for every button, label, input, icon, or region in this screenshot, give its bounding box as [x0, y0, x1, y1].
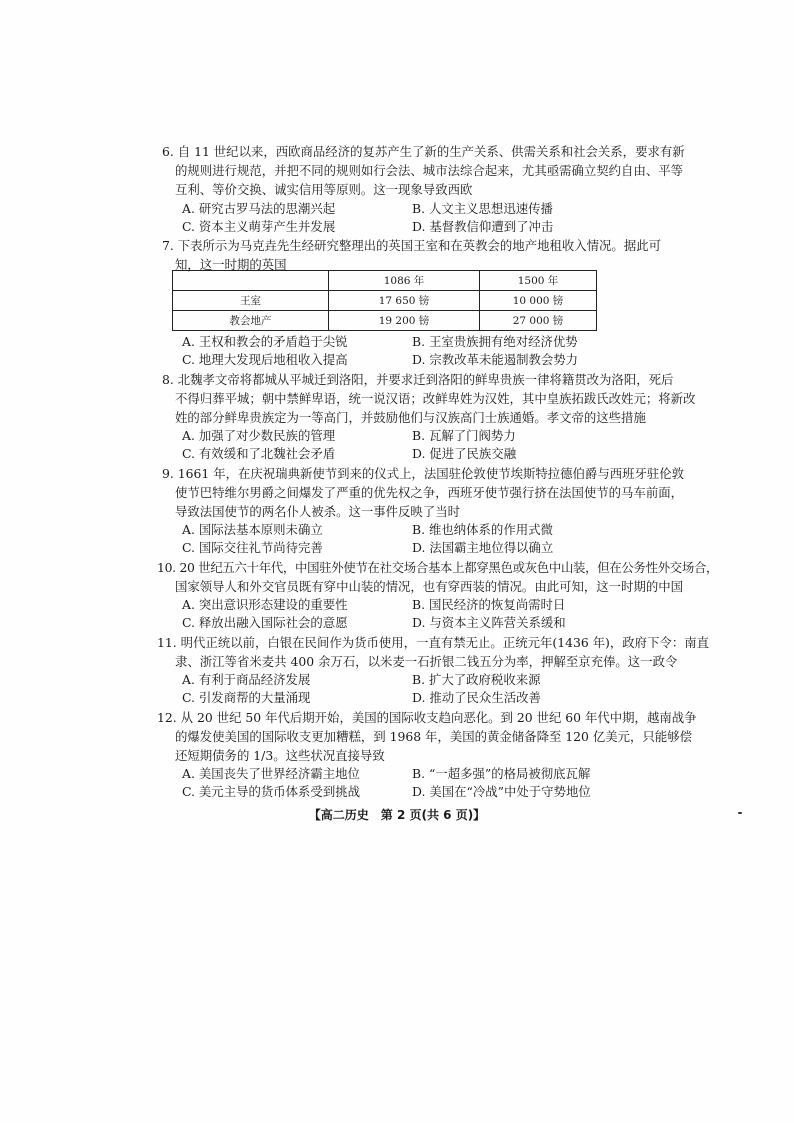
question-12-line-3: 还短期债务的 1/3。这些状况直接导致	[175, 748, 385, 763]
question-6-option-c[interactable]: C. 资本主义萌芽产生并发展	[182, 219, 336, 234]
question-12-option-c[interactable]: C. 美元主导的货币体系受到挑战	[182, 784, 360, 799]
question-6-option-b[interactable]: B. 人文主义思想迅速传播	[412, 201, 553, 216]
table-header-cell: 1086 年	[329, 271, 480, 291]
question-10-option-a[interactable]: A. 突出意识形态建设的重要性	[182, 597, 348, 612]
question-10-option-b[interactable]: B. 国民经济的恢复尚需时日	[412, 597, 566, 612]
question-11-option-d[interactable]: D. 推动了民众生活改善	[412, 690, 541, 705]
question-8-line-3: 姓的部分鲜卑贵族定为一等高门，并鼓励他们与汉族高门士族通婚。孝文帝的这些措施	[175, 410, 646, 425]
question-8-option-b[interactable]: B. 瓦解了门阀势力	[412, 428, 516, 443]
question-10-line-2: 国家领导人和外交官员既有穿中山装的情况，也有穿西装的情况。由此可知，这一时期的中国	[175, 579, 684, 594]
question-11-option-c[interactable]: C. 引发商帮的大量涌现	[182, 690, 311, 705]
question-9-option-d[interactable]: D. 法国霸主地位得以确立	[412, 540, 554, 555]
land-income-table	[172, 270, 597, 331]
table-cell: 10 000 镑	[480, 291, 597, 311]
table-row	[173, 311, 597, 331]
question-9-option-a[interactable]: A. 国际法基本原则未确立	[182, 522, 323, 537]
question-8-option-c[interactable]: C. 有效缓和了北魏社会矛盾	[182, 446, 336, 461]
question-7-option-a[interactable]: A. 王权和教会的矛盾趋于尖锐	[182, 334, 348, 349]
table-header-cell: 1500 年	[480, 271, 597, 291]
question-6-line-3: 互利、等价交换、诚实信用等原则。这一现象导致西欧	[175, 182, 473, 197]
question-8-option-a[interactable]: A. 加强了对少数民族的管理	[182, 428, 336, 443]
question-9-line-2: 使节巴特维尔男爵之间爆发了严重的优先权之争，西班牙使节强行挤在法国使节的马车前面，	[175, 485, 684, 500]
table-header-row	[173, 271, 597, 291]
question-12-option-b[interactable]: B. “一超多强”的格局被彻底瓦解	[412, 766, 591, 781]
question-11-line-2: 隶、浙江等省米麦共 400 余万石，以米麦一石折银二钱五分为率，押解至京充俸。这一政令	[175, 654, 678, 669]
question-8-line-1: 8. 北魏孝文帝将都城从平城迁到洛阳，并要求迁到洛阳的鲜卑贵族一律将籍贯改为洛阳，死后	[162, 372, 674, 387]
table-cell: 27 000 镑	[480, 311, 597, 331]
question-10-option-d[interactable]: D. 与资本主义阵营关系缓和	[412, 615, 566, 630]
question-7-option-c[interactable]: C. 地理大发现后地租收入提高	[182, 352, 348, 367]
scan-speck	[738, 812, 742, 814]
table-header-cell	[173, 271, 329, 291]
question-12-option-a[interactable]: A. 美国丧失了世界经济霸主地位	[182, 766, 360, 781]
table-cell: 19 200 镑	[329, 311, 480, 331]
question-9-option-b[interactable]: B. 维也纳体系的作用式微	[412, 522, 553, 537]
question-7-option-d[interactable]: D. 宗教改革未能遏制教会势力	[412, 352, 579, 367]
question-9-line-3: 导致法国使节的两名仆人被杀。这一事件反映了当时	[175, 504, 460, 519]
table-row	[173, 291, 597, 311]
question-10-line-1: 10. 20 世纪五六十年代，中国驻外使节在社交场合基本上都穿黑色或灰色中山装，但在公务性外交场合，	[157, 560, 719, 575]
table-cell: 王室	[173, 291, 329, 311]
table-cell: 教会地产	[173, 311, 329, 331]
question-11-line-1: 11. 明代正统以前，白银在民间作为货币使用，一直有禁无止。正统元年(1436 年)，政府下令：南直	[157, 635, 710, 650]
question-7-line-2: 知，这一时期的英国	[175, 257, 287, 272]
question-6-line-2: 的规则进行规范，并把不同的规则如行会法、城市法综合起来，尤其亟需确立契约自由、平等	[175, 163, 684, 178]
question-8-line-2: 不得归葬平城；朝中禁鲜卑语，统一说汉语；改鲜卑姓为汉姓，其中皇族拓跋氏改姓元；将新改	[175, 391, 696, 406]
question-8-option-d[interactable]: D. 促进了民族交融	[412, 446, 517, 461]
page-footer: 【高二历史 第 2 页(共 6 页)】	[308, 808, 486, 822]
question-12-option-d[interactable]: D. 美国在“冷战”中处于守势地位	[412, 784, 591, 799]
question-7-line-1: 7. 下表所示为马克垚先生经研究整理出的英国王室和在英教会的地产地租收入情况。据此可	[162, 238, 661, 253]
question-6-option-d[interactable]: D. 基督教信仰遭到了冲击	[412, 219, 554, 234]
question-12-line-2: 的爆发使美国的国际收支更加糟糕，到 1968 年，美国的黄金储备降至 120 亿美元，只能够偿	[175, 729, 692, 744]
question-11-option-a[interactable]: A. 有利于商品经济发展	[182, 672, 311, 687]
question-7-option-b[interactable]: B. 王室贵族拥有绝对经济优势	[412, 334, 578, 349]
question-11-option-b[interactable]: B. 扩大了政府税收来源	[412, 672, 541, 687]
question-6-option-a[interactable]: A. 研究古罗马法的思潮兴起	[182, 201, 336, 216]
question-12-line-1: 12. 从 20 世纪 50 年代后期开始，美国的国际收支趋向恶化。到 20 世纪 60 年代中期，越南战争	[157, 710, 697, 725]
question-10-option-c[interactable]: C. 释放出融入国际社会的意愿	[182, 615, 348, 630]
question-9-line-1: 9. 1661 年，在庆祝瑞典新使节到来的仪式上，法国驻伦敦使节埃斯特拉德伯爵与西班牙驻伦敦	[162, 466, 685, 481]
table-cell: 17 650 镑	[329, 291, 480, 311]
question-6-line-1: 6. 自 11 世纪以来，西欧商品经济的复苏产生了新的生产关系、供需关系和社会关系，要求有新	[162, 144, 685, 159]
question-9-option-c[interactable]: C. 国际交往礼节尚待完善	[182, 540, 323, 555]
